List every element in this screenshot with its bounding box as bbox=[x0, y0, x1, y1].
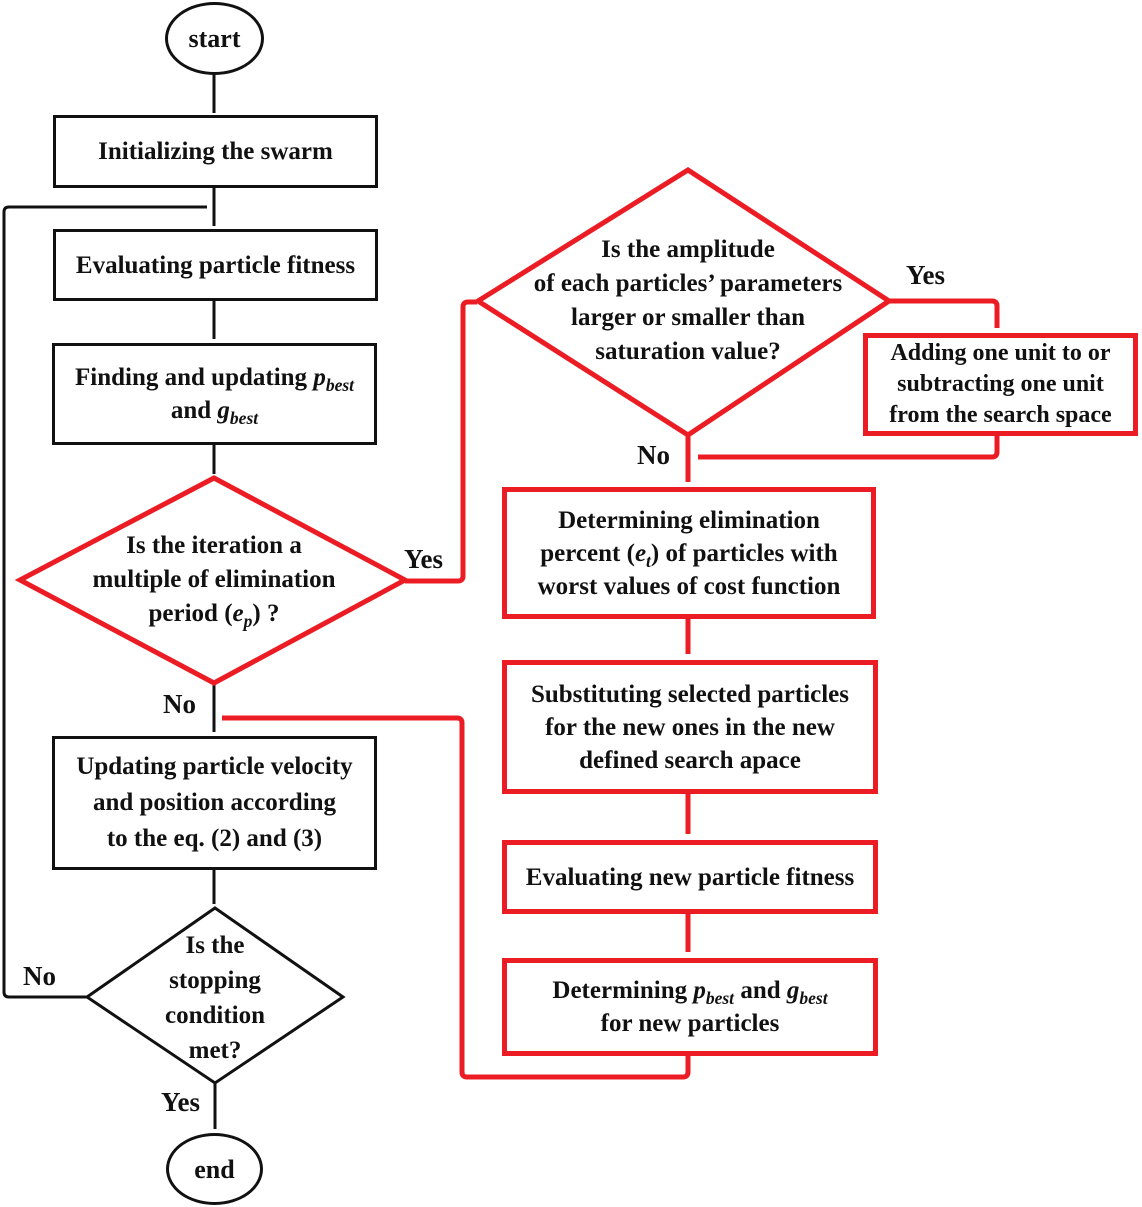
elimination-percent-node bbox=[502, 487, 876, 619]
stop-no-label: No bbox=[23, 961, 56, 991]
start-label: start bbox=[188, 24, 241, 53]
elimination-percent-line3: worst values of cost function bbox=[537, 572, 841, 600]
e-variable: e bbox=[634, 539, 647, 567]
elimination-percent-line2: percent $(e_t)$ of particles with bbox=[540, 539, 838, 571]
evaluate-fitness-node bbox=[53, 229, 378, 301]
amplitude-decision-line4: saturation value? bbox=[595, 338, 781, 365]
stop-yes-label: Yes bbox=[161, 1087, 200, 1117]
g-variable: g bbox=[217, 397, 230, 424]
amplitude-decision-text bbox=[487, 233, 889, 369]
e-variable: e bbox=[232, 600, 244, 627]
finding-pbest-line1: Finding and updating $p_{best}$ bbox=[74, 364, 355, 395]
determining-best-node bbox=[502, 958, 878, 1056]
adding-unit-line3: from the search space bbox=[889, 402, 1112, 428]
g-variable: g bbox=[786, 977, 800, 1004]
finding-pbest-node bbox=[52, 343, 377, 445]
end-node bbox=[166, 1133, 263, 1205]
substituting-particles-node bbox=[502, 660, 878, 794]
init-swarm-label: Initializing the swarm bbox=[98, 138, 333, 165]
determining-best-line2: for new particles bbox=[600, 1010, 780, 1037]
update-velocity-line1: Updating particle velocity bbox=[76, 753, 353, 780]
amplitude-decision-line1: Is the amplitude bbox=[601, 236, 775, 263]
amplitude-yes-label: Yes bbox=[906, 260, 945, 290]
finding-pbest-line2: and $g_{best}$ bbox=[170, 397, 259, 428]
edge-amp-yes-adding bbox=[889, 301, 997, 328]
start-node bbox=[165, 2, 264, 75]
stop-decision-text bbox=[135, 928, 295, 1068]
substituting-line3: defined search apace bbox=[579, 746, 801, 774]
adding-unit-line1: Adding one unit to or bbox=[890, 340, 1111, 366]
amplitude-no-label: No bbox=[637, 440, 670, 470]
iteration-no-label: No bbox=[163, 689, 196, 719]
evaluate-new-fitness-label: Evaluating new particle fitness bbox=[525, 863, 855, 891]
edge-adding-return bbox=[698, 436, 997, 457]
p-variable: p bbox=[313, 364, 326, 391]
iteration-decision-text bbox=[64, 529, 364, 631]
adding-unit-line2: subtracting one unit bbox=[897, 371, 1104, 397]
elimination-percent-line1: Determining elimination bbox=[558, 506, 820, 534]
amplitude-decision-line3: larger or smaller than bbox=[571, 304, 805, 331]
update-velocity-line2: and position according bbox=[92, 789, 337, 816]
iteration-decision-line1: Is the iteration a bbox=[126, 532, 302, 559]
end-label: end bbox=[194, 1154, 235, 1184]
iteration-yes-label: Yes bbox=[404, 544, 443, 574]
substituting-line2: for the new ones in the new bbox=[545, 713, 835, 741]
stop-decision-line3: condition bbox=[164, 1002, 266, 1029]
stop-decision-line4: met? bbox=[188, 1037, 242, 1064]
evaluate-fitness-label: Evaluating particle fitness bbox=[75, 251, 356, 279]
update-velocity-node bbox=[52, 736, 377, 870]
p-variable: p bbox=[693, 977, 706, 1004]
edge-iter-yes-amp bbox=[405, 302, 477, 581]
determining-best-line1: Determining $p_{best}$ and $g_{best}$ bbox=[552, 977, 828, 1008]
evaluate-new-fitness-node bbox=[502, 840, 878, 914]
adding-unit-node bbox=[863, 333, 1138, 436]
init-swarm-node bbox=[53, 115, 378, 188]
update-velocity-line3: to the eq. (2) and (3) bbox=[106, 825, 323, 852]
stop-decision-line1: Is the bbox=[185, 932, 245, 959]
iteration-decision-line3: period $(e_p)$ ? bbox=[148, 600, 280, 631]
iteration-decision-line2: multiple of elimination bbox=[92, 566, 336, 593]
substituting-line1: Substituting selected particles bbox=[530, 680, 850, 708]
amplitude-decision-line2: of each particles’ parameters bbox=[533, 270, 843, 297]
stop-decision-line2: stopping bbox=[169, 967, 261, 994]
